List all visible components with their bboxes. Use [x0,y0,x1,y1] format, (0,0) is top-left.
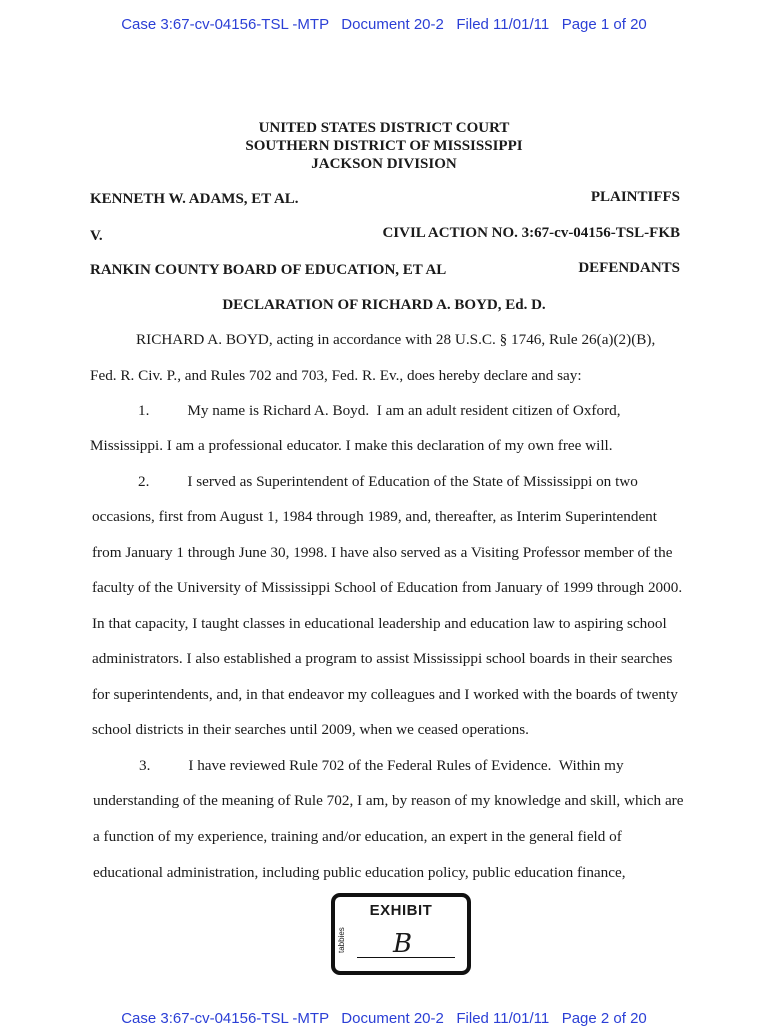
body-line: from January 1 through June 30, 1998. I have also served as a Visiting Professor member of the [92,544,673,561]
court-district: SOUTHERN DISTRICT OF MISSISSIPPI [245,138,523,154]
body-line: for superintendents, and, in that endeavor my colleagues and I worked with the boards of twenty [92,686,678,703]
footer-filing-stamp: Case 3:67-cv-04156-TSL -MTP Document 20-2 Filed 11/01/11 Page 2 of 20 [121,1010,647,1027]
body-line: a function of my experience, training and/or education, an expert in the general field of [93,828,622,845]
header-filing-stamp: Case 3:67-cv-04156-TSL -MTP Document 20-2 Filed 11/01/11 Page 1 of 20 [121,16,647,33]
body-line: understanding of the meaning of Rule 702, I am, by reason of my knowledge and skill, which are [93,792,684,809]
defendant-name: RANKIN COUNTY BOARD OF EDUCATION, ET AL [90,262,447,278]
exhibit-brand: tabbies [337,927,346,953]
versus-label: V. [90,228,103,244]
body-line: educational administration, including public education policy, public education finance, [93,864,626,881]
civil-action-number: CIVIL ACTION NO. 3:67-cv-04156-TSL-FKB [382,225,680,241]
body-line: 2. I served as Superintendent of Education of the State of Mississippi on two [138,473,638,490]
body-line: 1. My name is Richard A. Boyd. I am an adult resident citizen of Oxford, [138,402,621,419]
exhibit-title: EXHIBIT [369,902,433,919]
body-line: faculty of the University of Mississippi School of Education from January of 1999 through 2000. [92,579,683,596]
body-line: Mississippi. I am a professional educator. I make this declaration of my own free will. [90,437,613,454]
body-line: occasions, first from August 1, 1984 through 1989, and, thereafter, as Interim Superintendent [92,508,657,525]
declaration-title: DECLARATION OF RICHARD A. BOYD, Ed. D. [222,297,546,313]
defendant-role: DEFENDANTS [578,260,680,276]
body-line: 3. I have reviewed Rule 702 of the Federal Rules of Evidence. Within my [139,757,624,774]
body-line: Fed. R. Civ. P., and Rules 702 and 703, Fed. R. Ev., does hereby declare and say: [90,367,582,384]
exhibit-sticker [331,893,471,975]
body-line: administrators. I also established a program to assist Mississippi school boards in their searches [92,650,673,667]
body-line: RICHARD A. BOYD, acting in accordance with 28 U.S.C. § 1746, Rule 26(a)(2)(B), [136,331,656,348]
exhibit-mark: B [393,929,413,959]
body-line: school districts in their searches until 2009, when we ceased operations. [92,721,529,738]
exhibit-underline [357,957,455,958]
court-division: JACKSON DIVISION [311,156,457,172]
court-name: UNITED STATES DISTRICT COURT [258,120,510,136]
plaintiff-role: PLAINTIFFS [590,189,680,205]
body-line: In that capacity, I taught classes in educational leadership and education law to aspiring school [92,615,667,632]
plaintiff-name: KENNETH W. ADAMS, ET AL. [90,191,299,207]
